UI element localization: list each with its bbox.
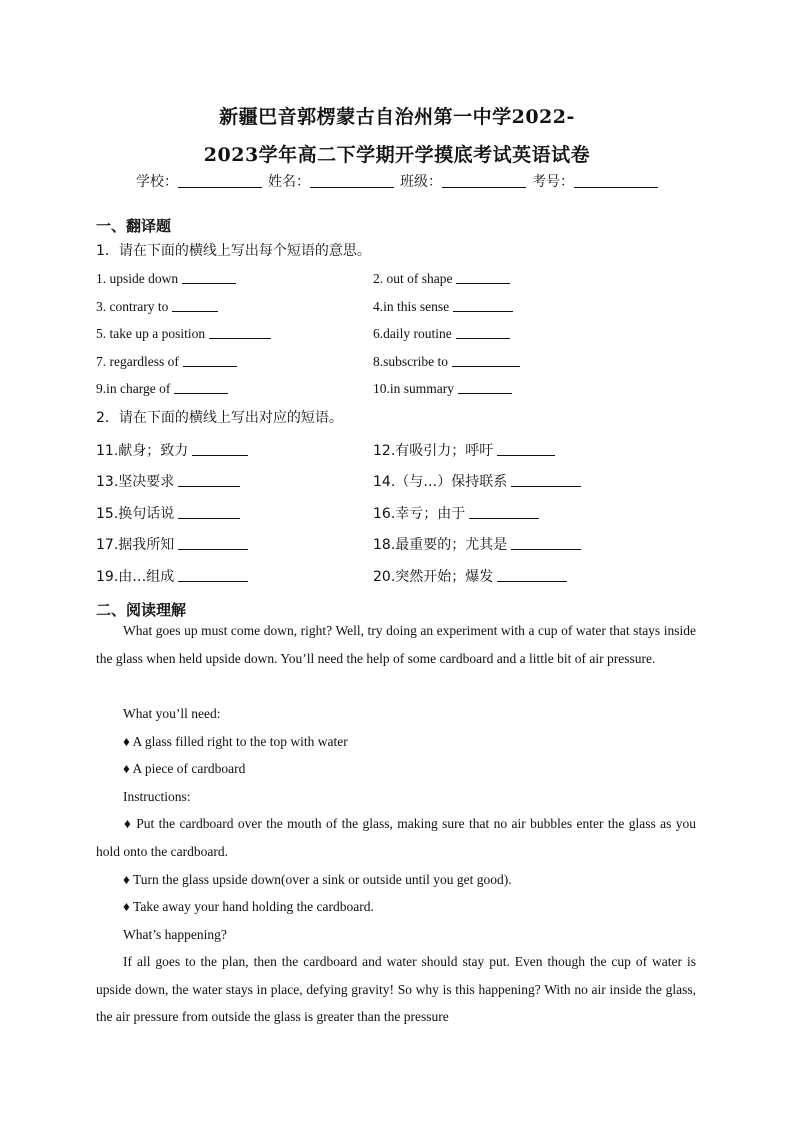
class-label: 班级： xyxy=(400,174,442,190)
list-item xyxy=(96,440,248,460)
phrase-label: 14.（与…）保持联系 xyxy=(373,474,508,490)
answer-blank[interactable] xyxy=(174,381,228,394)
list-item xyxy=(96,299,218,315)
phrase-label: 9.in charge of xyxy=(96,381,171,396)
list-item xyxy=(96,503,240,523)
need-item-2: ♦ A piece of cardboard xyxy=(123,761,246,776)
answer-blank[interactable] xyxy=(182,271,236,284)
list-item xyxy=(373,299,513,315)
phrase-label: 10.in summary xyxy=(373,381,454,396)
phrase-label: 8.subscribe to xyxy=(373,354,448,369)
reading-paragraph-1: What goes up must come down, right? Well, try doing an experiment with a cup of water that stays inside the glass when held upside down. You’ll need the help of some cardboard and a little bit of air pressure. xyxy=(96,623,696,666)
section-heading-translation: 一、翻译题 xyxy=(96,217,172,235)
student-info-row xyxy=(0,171,794,191)
section-heading-reading: 二、阅读理解 xyxy=(96,601,187,619)
answer-blank[interactable] xyxy=(209,326,271,339)
phrase-label: 5. take up a position xyxy=(96,326,206,341)
answer-blank[interactable] xyxy=(497,443,555,456)
instruction-step-1: ♦ Put the cardboard over the mouth of the glass, making sure that no air bubbles enter the glass as you hold onto the cardboard. xyxy=(96,816,696,859)
class-blank[interactable] xyxy=(442,174,526,188)
list-item xyxy=(373,440,555,460)
answer-blank[interactable] xyxy=(452,354,520,367)
list-item xyxy=(96,534,248,554)
phrase-label: 3. contrary to xyxy=(96,299,169,314)
phrase-label: 17.据我所知 xyxy=(96,537,175,553)
school-label: 学校： xyxy=(136,174,178,190)
answer-blank[interactable] xyxy=(178,569,248,582)
answer-blank[interactable] xyxy=(172,299,218,312)
answer-blank[interactable] xyxy=(469,506,539,519)
phrase-label: 18.最重要的；尤其是 xyxy=(373,537,508,553)
phrase-label: 6.daily routine xyxy=(373,326,452,341)
list-item xyxy=(96,271,236,287)
list-item xyxy=(96,566,248,586)
phrase-label: 11.献身；致力 xyxy=(96,443,189,459)
phrase-label: 12.有吸引力；呼吁 xyxy=(373,443,494,459)
list-item xyxy=(96,326,271,342)
phrase-label: 4.in this sense xyxy=(373,299,450,314)
need-item-1: ♦ A glass filled right to the top with water xyxy=(123,734,348,749)
phrase-label: 7. regardless of xyxy=(96,354,179,369)
answer-blank[interactable] xyxy=(511,474,581,487)
instruction-step-3: ♦ Take away your hand holding the cardboard. xyxy=(123,899,374,914)
instructions-label: Instructions: xyxy=(123,789,191,804)
phrase-label: 15.换句话说 xyxy=(96,506,175,522)
answer-blank[interactable] xyxy=(178,506,240,519)
exam-title-line-1: 新疆巴音郭楞蒙古自治州第一中学2022- xyxy=(219,106,575,128)
phrase-label: 1. upside down xyxy=(96,271,179,286)
list-item xyxy=(373,381,512,397)
phrase-label: 13.坚决要求 xyxy=(96,474,175,490)
answer-blank[interactable] xyxy=(456,271,510,284)
answer-blank[interactable] xyxy=(192,443,248,456)
answer-blank[interactable] xyxy=(178,537,248,550)
list-item xyxy=(96,471,240,491)
phrase-label: 20.突然开始；爆发 xyxy=(373,569,494,585)
answer-blank[interactable] xyxy=(458,381,512,394)
list-item xyxy=(373,271,510,287)
answer-blank[interactable] xyxy=(183,354,237,367)
list-item xyxy=(373,566,567,586)
answer-blank[interactable] xyxy=(497,569,567,582)
question-2-prompt: 2．请在下面的横线上写出对应的短语。 xyxy=(96,410,343,426)
reading-paragraph-2: If all goes to the plan, then the cardboard and water should stay put. Even though the cup of water is upside down, the water stays in place, defying gravity! So why is this happening? With no air inside the glass, the air pressure from outside the glass is greater than the pressure xyxy=(96,954,696,1024)
list-item xyxy=(373,534,581,554)
number-blank[interactable] xyxy=(574,174,658,188)
number-label: 考号： xyxy=(532,174,574,190)
school-blank[interactable] xyxy=(178,174,262,188)
list-item xyxy=(373,471,581,491)
answer-blank[interactable] xyxy=(511,537,581,550)
answer-blank[interactable] xyxy=(453,299,513,312)
list-item xyxy=(373,354,520,370)
list-item xyxy=(373,503,539,523)
exam-title-line-2: 2023学年高二下学期开学摸底考试英语试卷 xyxy=(203,144,591,166)
phrase-label: 19.由…组成 xyxy=(96,569,175,585)
question-1-prompt: 1．请在下面的横线上写出每个短语的意思。 xyxy=(96,243,371,259)
need-label: What you’ll need: xyxy=(123,706,221,721)
answer-blank[interactable] xyxy=(456,326,510,339)
list-item xyxy=(96,354,237,370)
happening-label: What’s happening? xyxy=(123,927,227,942)
phrase-label: 16.幸亏；由于 xyxy=(373,506,466,522)
list-item xyxy=(96,381,228,397)
name-blank[interactable] xyxy=(310,174,394,188)
name-label: 姓名： xyxy=(268,174,310,190)
answer-blank[interactable] xyxy=(178,474,240,487)
list-item xyxy=(373,326,510,342)
phrase-label: 2. out of shape xyxy=(373,271,453,286)
instruction-step-2: ♦ Turn the glass upside down(over a sink or outside until you get good). xyxy=(123,872,512,887)
